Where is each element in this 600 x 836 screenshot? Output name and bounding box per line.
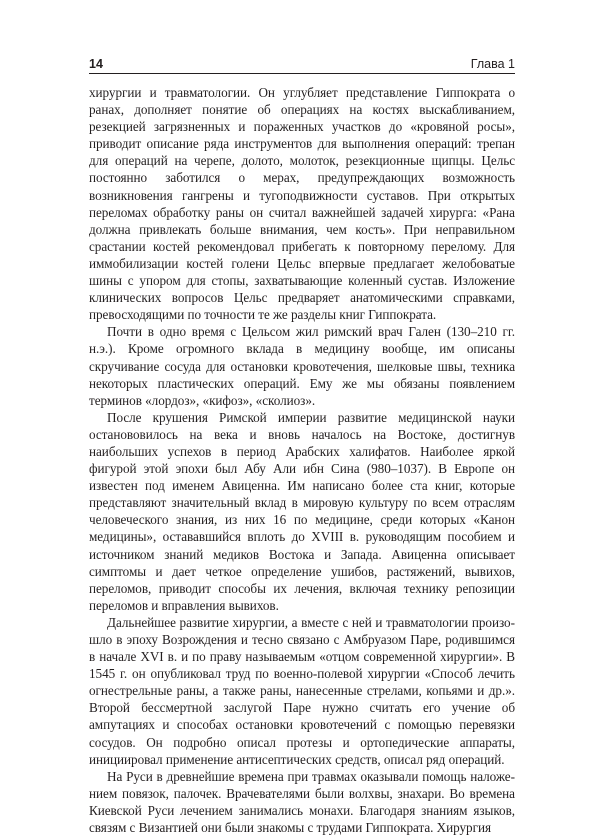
paragraph: [89, 409, 515, 614]
paragraph-text: Дальнейшее развитие хирургии, а вместе с ней и травматологии произошло в эпоху Возрождения и тесно связано с Амбруазом Паре, родившимся в начале XVI в. и по праву называемым «отцом современной хирургии». В 1545 г. он опубликовал труд по военно-полевой хирургии «Способ лечить огнестрельные раны, а также раны, нанесенные стрелами, копьями и др.». Второй бессмертной заслугой Паре нужно считать его учение об ампутациях и способах остановки кровотечений с помощью перевязки сосудов. Он подробно описал протезы и ортопедические аппараты, инициировал применение антисептических средств, описал ряд операций.: [89, 614, 515, 767]
paragraph-text: На Руси в древнейшие времена при травмах оказывали помощь наложением повязок, палочек. Врачевателями были волхвы, знахари. Во времена Киевской Руси лечением занимались монахи. Благодаря знаниям языков, связям с Византией они были знакомы с трудами Гиппократа. Хирургия: [89, 768, 515, 836]
paragraph-text: хирургии и травматологии. Он углубляет представление Гиппократа о ранах, дополняет понятие об операциях на костях выскабливанием, резекцией загрязненных и пораженных участков до «кровяной росы», приводит описание ряда инструментов для выполнения операций: трепан для операций на черепе, долото, молоток, резекционные щипцы. Цельс постоянно заботился о мерах, предупреждающих возможность возникновения гангрены и тугоподвижности суставов. При открытых переломах обработку раны он считал важнейшей задачей хирурга: «Рана должна привлекать больше внимания, чем кость». При неправильном срастании костей рекомендовал прибегать к повторному перелому. Для иммобилизации костей голени Цельс впервые предлагает желобоватые шины с упором для стопы, захватывающие коленный сустав. Изложение клинических вопросов Цельс предваряет анатомическими справками, превосходящими по точности те же разделы книг Гиппократа.: [89, 85, 515, 323]
paragraph-text: Почти в одно время с Цельсом жил римский врач Гален (130–210 гг. н.э.). Кроме огромного вклада в медицину вообще, им описаны скручивание сосуда для остановки кровотечения, шелковые швы, техника некоторых пластических операций. Ему же мы обязаны появлением терминов «лордоз», «кифоз», «сколиоз».: [89, 324, 515, 408]
paragraph-text: После крушения Римской империи развитие медицинской науки останововилось на века и вновь началось на Востоке, достигнув наибольших успехов в период Арабских халифатов. Наиболее яркой фигурой этой эпохи был Абу Али ибн Сина (980–1037). В Европе он известен под именем Авиценна. Им написано более ста книг, которые представляют значительный вклад в мировую культуру по всем отраслям человеческого знания, из них 16 по медицине, среди которых «Канон медицины», остававшийся вплоть до XVIII в. руководящим пособием и источником знаний медиков Востока и Запада. Авиценна описывает симптомы и дает четкое определение ушибов, растяжений, вывихов, переломов, приводит способы их лечения, включая технику репозиции переломов и вправления вывихов.: [89, 409, 515, 613]
paragraph: [89, 768, 515, 836]
paragraph: [89, 323, 515, 408]
header-rule: [89, 73, 515, 74]
body-text: [89, 84, 515, 836]
running-header: [89, 56, 515, 74]
chapter-title: Глава 1: [470, 57, 515, 71]
paragraph: [89, 614, 515, 768]
paragraph: [89, 84, 515, 323]
page-number: 14: [89, 57, 103, 71]
